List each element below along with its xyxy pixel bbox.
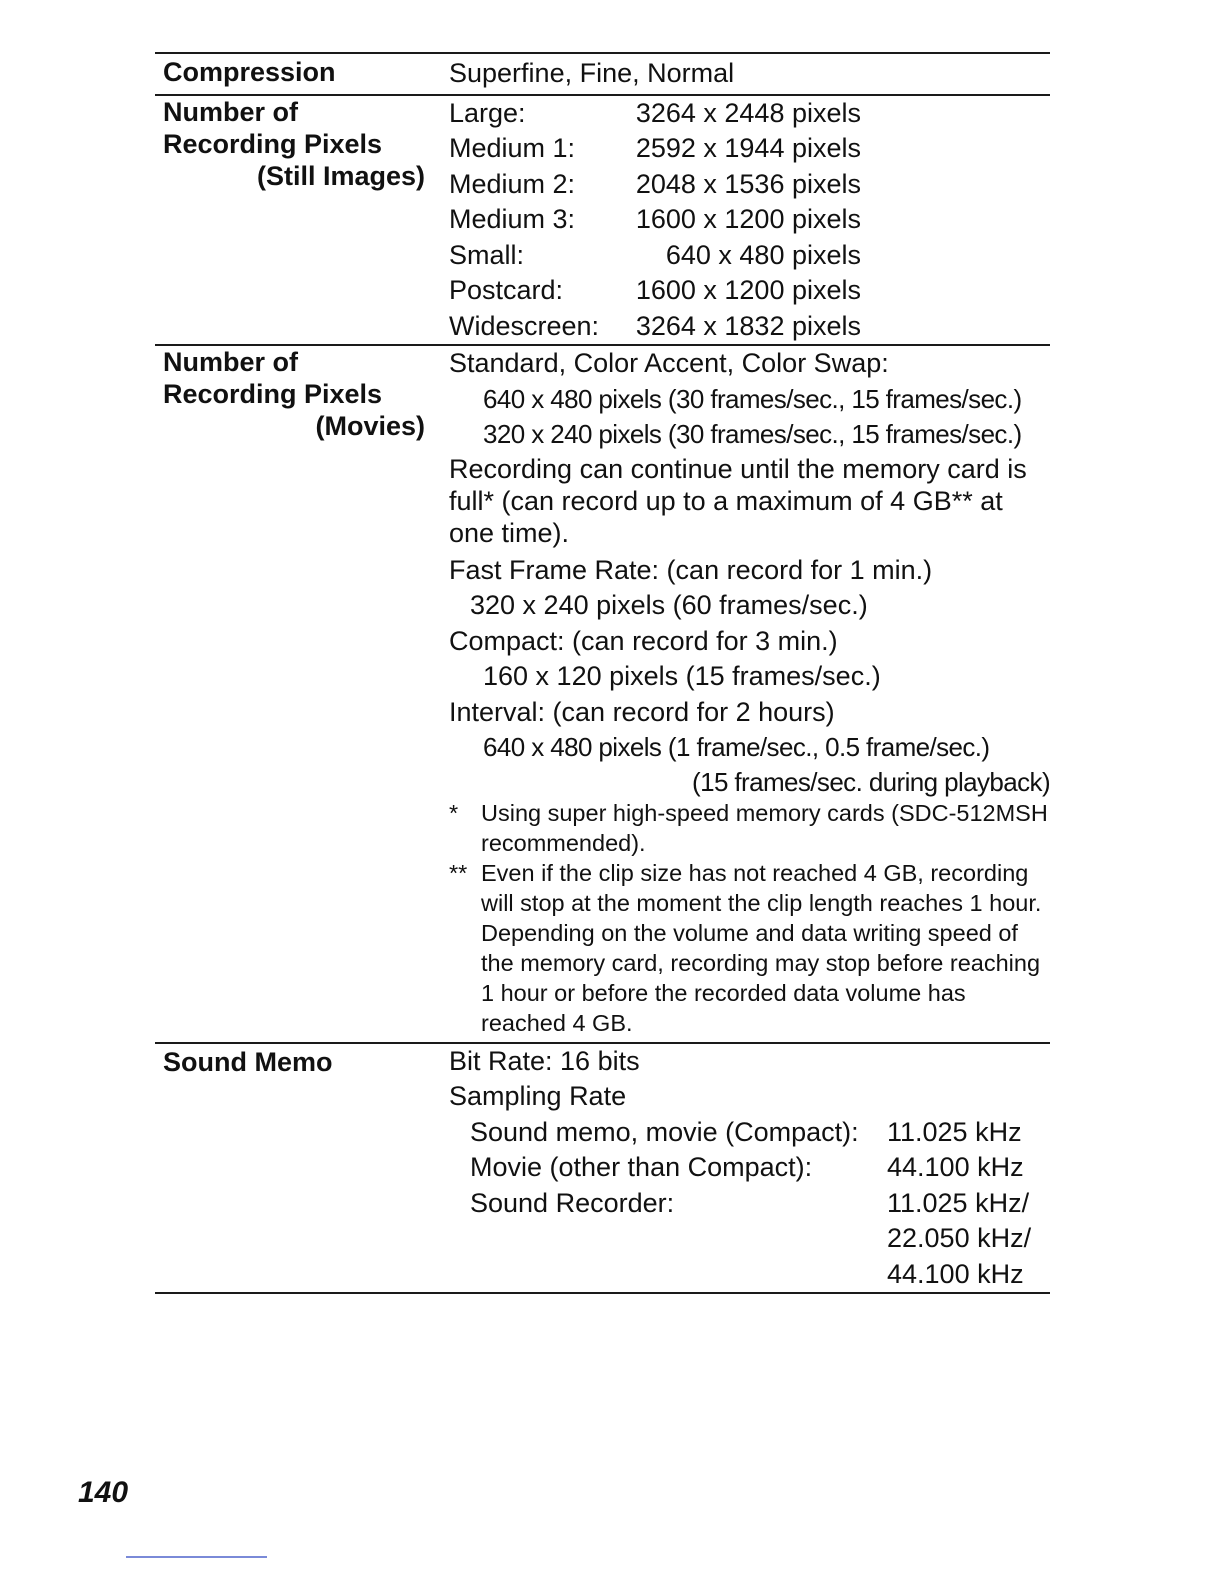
pixel-size-name: Widescreen: [449, 310, 600, 341]
sampling-rate-value: 11.025 kHz [887, 1116, 1022, 1147]
pixel-size-value: 1600 x 1200 pixels [635, 204, 861, 234]
interval-heading: Interval: (can record for 2 hours) [449, 696, 835, 727]
interval-line: 640 x 480 pixels (1 frame/sec., 0.5 frame/sec.) [483, 732, 990, 762]
pixel-row [449, 273, 1050, 309]
movies-label-line2: Recording Pixels [163, 379, 383, 409]
pixel-size-name: Small: [449, 239, 525, 270]
pixel-size-name: Large: [449, 97, 526, 128]
sound-memo-values [449, 1044, 1050, 1293]
sampling-rate-row [449, 1150, 1050, 1186]
still-images-label-line2: Recording Pixels [163, 128, 383, 159]
pixel-row [449, 131, 1050, 167]
sampling-rate-name [470, 1221, 887, 1257]
compression-label: Compression [163, 57, 336, 87]
pixel-row [449, 202, 1050, 238]
row-compression [155, 54, 1050, 94]
fast-frame-heading: Fast Frame Rate: (can record for 1 min.) [449, 554, 933, 585]
standard-heading: Standard, Color Accent, Color Swap: [449, 348, 889, 378]
sampling-rate-row [449, 1115, 1050, 1151]
sampling-rate-name: Sound Recorder: [470, 1187, 675, 1218]
row-movies [155, 346, 1050, 1042]
footnote-text: Even if the clip size has not reached 4 GB, recording will stop at the moment the clip length reaches 1 hour. Depending on the volume and data writing speed of the memory card, recording may stop before reaching 1 hour or before the recorded data volume has reached 4 GB. [481, 859, 1042, 1036]
sampling-heading: Sampling Rate [449, 1081, 627, 1111]
pixel-size-value: 1600 x 1200 pixels [635, 275, 861, 305]
bit-rate: Bit Rate: 16 bits [449, 1045, 640, 1076]
sampling-rate-value: 44.100 kHz [887, 1258, 1024, 1289]
movies-label-line3: (Movies) [315, 411, 425, 441]
compact-line: 160 x 120 pixels (15 frames/sec.) [483, 661, 881, 691]
pixel-row [449, 309, 1050, 345]
standard-line: 640 x 480 pixels (30 frames/sec., 15 frames/sec.) [483, 383, 1022, 414]
pixel-size-value: 2592 x 1944 pixels [635, 133, 861, 163]
footnote [449, 858, 1050, 1042]
sampling-rate-row [449, 1221, 1050, 1257]
fast-frame-line: 320 x 240 pixels (60 frames/sec.) [470, 590, 868, 620]
movies-label-line1: Number of [163, 347, 298, 377]
sampling-rate-name [470, 1257, 887, 1293]
footnote-mark: * [449, 799, 459, 826]
row-sound-memo [155, 1044, 1050, 1293]
pixel-size-value: 3264 x 1832 pixels [635, 310, 861, 341]
pixel-size-name: Medium 2: [449, 168, 576, 199]
still-images-label-line3: (Still Images) [256, 160, 425, 191]
pixel-size-name: Medium 1: [449, 133, 576, 163]
still-images-label [155, 96, 449, 345]
pixel-size-name: Postcard: [449, 275, 564, 305]
sampling-rate-name: Sound memo, movie (Compact): [470, 1116, 859, 1147]
pixel-size-value: 3264 x 2448 pixels [635, 97, 861, 128]
footnote [449, 798, 1050, 858]
spec-table [155, 52, 1050, 1294]
pixel-row [449, 238, 1050, 274]
sampling-rate-row [449, 1257, 1050, 1293]
movies-label [155, 346, 449, 1042]
page-number: 140 [78, 1476, 129, 1509]
compact-heading: Compact: (can record for 3 min.) [449, 625, 838, 656]
continue-text: Recording can continue until the memory card is full* (can record up to a maximum of 4 GB** at one time). [449, 453, 1027, 548]
pixel-row [449, 96, 1050, 132]
footnote-text: Using super high-speed memory cards (SDC-512MSH recommended). [481, 799, 1048, 856]
sampling-rate-value: 44.100 kHz [887, 1152, 1024, 1182]
still-images-values [449, 96, 1050, 345]
row-still-images [155, 96, 1050, 345]
bottom-divider [126, 1556, 267, 1558]
sound-memo-label: Sound Memo [163, 1046, 333, 1077]
interval-note: (15 frames/sec. during playback) [692, 766, 1050, 797]
pixel-size-value: 640 x 480 pixels [665, 239, 861, 270]
sampling-rate-name: Movie (other than Compact): [470, 1152, 813, 1182]
pixel-size-value: 2048 x 1536 pixels [635, 168, 861, 199]
sampling-rate-value: 22.050 kHz/ [887, 1223, 1032, 1253]
pixel-row [449, 167, 1050, 203]
compression-value: Superfine, Fine, Normal [449, 58, 735, 88]
table-rule-bottom [155, 1292, 1050, 1294]
standard-line: 320 x 240 pixels (30 frames/sec., 15 frames/sec.) [483, 419, 1022, 449]
sampling-rate-row [449, 1186, 1050, 1222]
pixel-size-name: Medium 3: [449, 204, 576, 234]
sampling-rate-value: 11.025 kHz/ [887, 1187, 1030, 1218]
footnote-mark: ** [449, 859, 468, 886]
still-images-label-line1: Number of [163, 96, 298, 127]
movies-values [449, 346, 1050, 1042]
